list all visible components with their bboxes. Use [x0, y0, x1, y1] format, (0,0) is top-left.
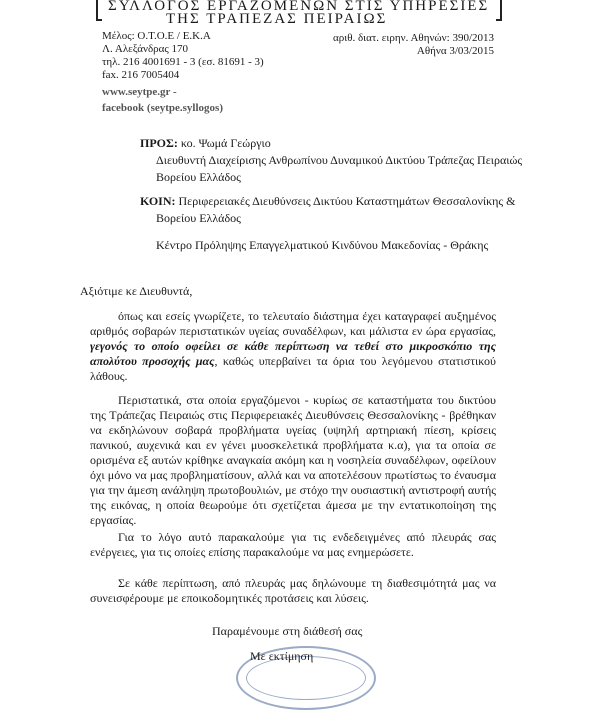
- address: Λ. Αλεξάνδρας 170: [102, 43, 189, 55]
- to-role: Διευθυντή Διαχείρισης Ανθρωπίνου Δυναμικού Δικτύου Τράπεζας Πειραιώς: [156, 153, 523, 167]
- cc-text-1: Περιφερειακές Διευθύνσεις Δικτύου Καταστημάτων Θεσσαλονίκης &: [175, 194, 516, 208]
- paragraph-2: Περιστατικά, στα οποία εργαζόμενοι - κυρίως σε καταστήματα του δικτύου της Τράπεζας Πειραιώς στις Περιφερειακές Διευθύνσεις Θεσσαλονίκης - βρέθηκαν να εκδηλώνουν σοβαρά προβλήματα υγείας (υψηλή αρτηριακή πίεση, κρίσεις πανικού, αυχενικά και εν γένει μυοσκελετικά προβλήματα κ.α), για τα οποία σε ορισμένα εξ αυτών κρίθηκε αναγκαία ακόμη και η νοσηλεία συναδέλφων, οφείλουν όχι μόνο να μας προβληματίσουν, αλλά και να αποτελέσουν πρωτίστως το έναυσμα για την άμεση ανάληψη πρωτοβουλιών, με στόχο την ουσιαστική αντιστροφή αυτής της εικόνας, η οποία θεωρούμε ότι σχετίζεται άμεσα με την εντατικοποίηση της εργασίας.: [90, 393, 496, 527]
- cc-center: Κέντρο Πρόληψης Επαγγελματικού Κινδύνου Μακεδονίας - Θράκης: [156, 238, 489, 252]
- to-region: Βορείου Ελλάδος: [156, 170, 241, 184]
- website-link[interactable]: www.seytpe.gr -: [102, 86, 177, 98]
- letterhead-bracket-left: [96, 0, 102, 21]
- fax: fax. 216 7005404: [102, 69, 180, 81]
- letterhead-bracket-right: [496, 0, 502, 21]
- cc-text-2: Βορείου Ελλάδος: [156, 211, 241, 225]
- salutation: Αξιότιμε κε Διευθυντά,: [80, 284, 193, 298]
- protocol-number: αριθ. διατ. ειρην. Αθηνών: 390/2013: [332, 32, 494, 44]
- contact-block: [102, 30, 264, 115]
- letterhead-line-2: ΤΗΣ ΤΡΑΠΕΖΑΣ ΠΕΙΡΑΙΩΣ: [166, 11, 388, 27]
- to-label: ΠΡΟΣ:: [140, 136, 178, 150]
- closing-regards: Με εκτίμηση: [250, 649, 314, 663]
- letterhead-line-1: ΣΥΛΛΟΓΟΣ ΕΡΓΑΖΟΜΕΝΩΝ ΣΤΙΣ ΥΠΗΡΕΣΙΕΣ: [108, 0, 490, 14]
- closing-line: Παραμένουμε στη διάθεσή σας: [212, 624, 363, 638]
- phone: τηλ. 216 4001691 - 3 (εσ. 81691 - 3): [102, 56, 264, 68]
- facebook-link[interactable]: facebook (seytpe.syllogos): [102, 102, 223, 114]
- recipient-cc: [140, 194, 560, 226]
- p1-bold: γεγονός το οποίο οφείλει σε κάθε περίπτωση να τεθεί στο μικροσκόπιο της απολύτου προσοχής μας: [90, 339, 496, 368]
- paragraph-3: Για το λόγο αυτό παρακαλούμε για τις ενδεδειγμένες από πλευράς σας ενέργειες, για τις οποίες επίσης παρακαλούμε να μας ενημερώσετε.: [90, 530, 496, 559]
- recipient-to: [140, 136, 540, 185]
- member-info: Μέλος: Ο.Τ.Ο.Ε / Ε.Κ.Α: [102, 30, 211, 42]
- cc-label: ΚΟΙΝ:: [140, 194, 176, 208]
- paragraph-4: Σε κάθε περίπτωση, από πλευράς μας δηλώνουμε τη διαθεσιμότητά μας να συνεισφέρουμε με εποικοδομητικές προτάσεις και λύσεις.: [90, 576, 496, 605]
- paragraph-1: [90, 309, 496, 384]
- letter-date: Αθήνα 3/03/2015: [416, 45, 494, 57]
- p1-start: όπως και εσείς γνωρίζετε, το τελευταίο διάστημα έχει καταγραφεί αυξημένος αριθμός σοβαρών περιστατικών υγείας συναδέλφων, και μάλιστα εν ώρα εργασίας,: [90, 309, 496, 338]
- p1-end: , καθώς υπερβαίνει τα όρια του λεγόμενου στατιστικού λάθους.: [90, 354, 496, 383]
- to-name: κο. Ψωμά Γεώργιο: [177, 136, 271, 150]
